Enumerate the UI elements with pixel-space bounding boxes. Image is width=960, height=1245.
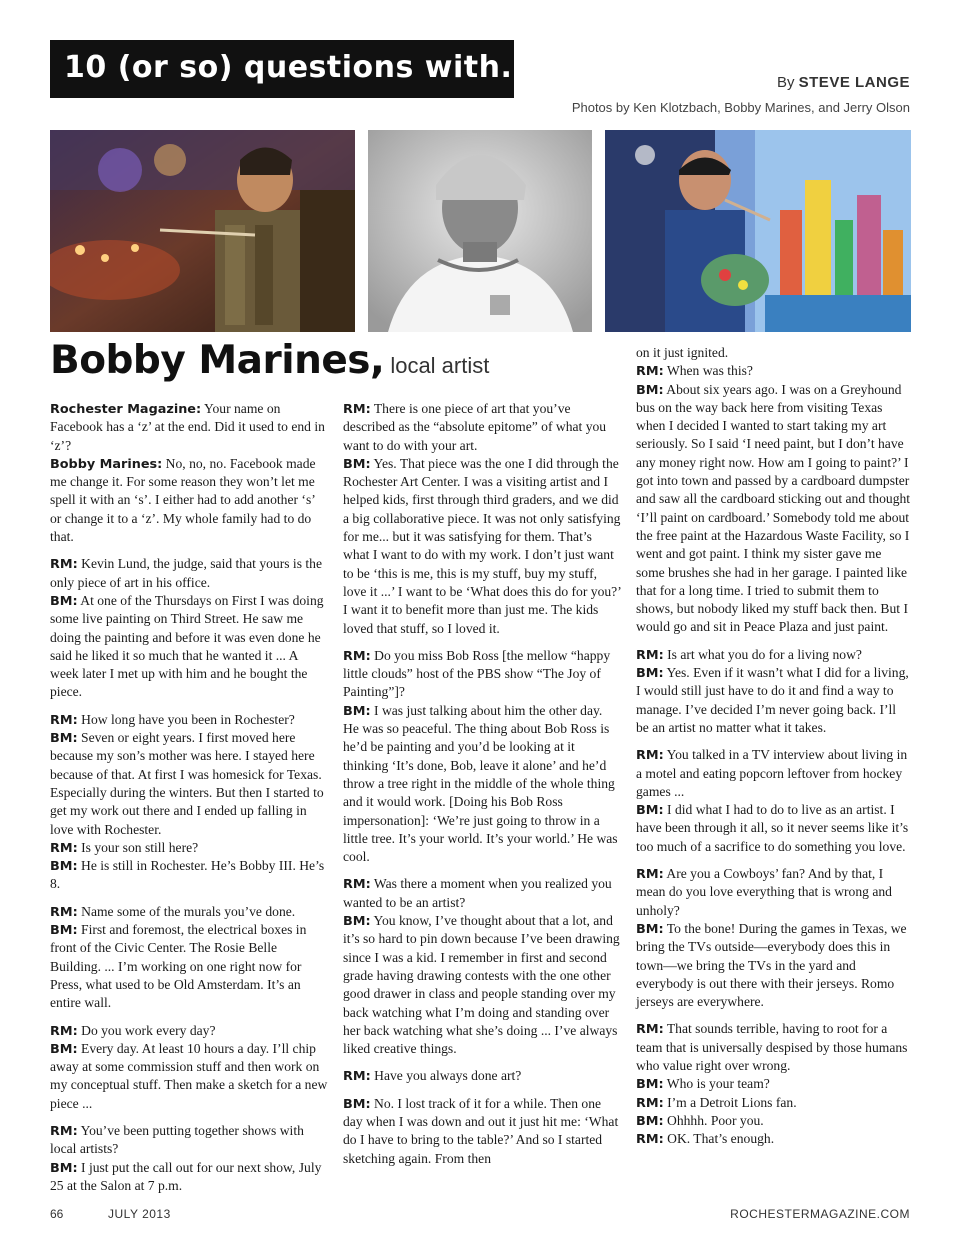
speaker-label: BM: <box>343 914 371 930</box>
speaker-label: BM: <box>343 456 371 472</box>
speaker-label: BM: <box>636 666 664 682</box>
qa-paragraph <box>636 646 912 737</box>
qa-text: To the bone! During the games in Texas, we bring the TVs outside—everybody does this in town—we bring the TVs in the yard and everybody is out there with their jerseys. Romo jerseys are everywhere. <box>636 920 907 1010</box>
speaker-label: BM: <box>50 859 78 875</box>
speaker-label: BM: <box>50 731 78 747</box>
headline-name: Bobby Marines, <box>50 338 385 383</box>
speaker-label: BM: <box>343 703 371 719</box>
qa-text: I just put the call out for our next show, July 25 at the Salon at 7 p.m. <box>50 1159 322 1193</box>
qa-text: That sounds terrible, having to root for a team that is universally despised by those humans who value right over wrong. <box>636 1021 908 1073</box>
qa-text: on it just ignited. <box>636 345 729 360</box>
qa-paragraph <box>50 903 328 1013</box>
speaker-label: RM: <box>50 557 78 573</box>
page-number: 66 <box>50 1207 64 1221</box>
qa-text: Kevin Lund, the judge, said that yours is the only piece of art in his office. <box>50 556 322 590</box>
speaker-label: BM: <box>343 1096 371 1112</box>
qa-paragraph <box>50 555 328 701</box>
banner-title: 10 (or so) questions with... <box>64 50 537 85</box>
qa-text: Are you a Cowboys’ fan? And by that, I mean do you love everything that is wrong and unholy? <box>636 866 892 918</box>
qa-text: Your name on Facebook has a ‘z’ at the end. Did it used to end in ‘z’? <box>50 401 325 453</box>
photo-mural-painting <box>605 130 911 332</box>
qa-paragraph <box>636 865 912 1011</box>
byline <box>777 74 910 91</box>
qa-text: OK. That’s enough. <box>667 1131 775 1147</box>
qa-text: Do you work every day? <box>81 1022 216 1038</box>
speaker-label: BM: <box>50 593 78 609</box>
qa-text: Every day. At least 10 hours a day. I’ll chip away at some commission stuff and then work on my conceptual stuff. Then make a sketch for a new piece ... <box>50 1040 328 1111</box>
speaker-label: RM: <box>636 748 664 764</box>
speaker-label: RM: <box>636 1095 664 1111</box>
qa-paragraph <box>343 1067 621 1085</box>
qa-text: Is your son still here? <box>81 839 199 855</box>
qa-text: There is one piece of art that you’ve described as the “absolute epitome” of what you want to do with your art. <box>343 401 607 453</box>
qa-paragraph <box>343 1095 621 1168</box>
section-banner <box>50 40 537 98</box>
speaker-label: BM: <box>636 1077 664 1093</box>
qa-paragraph <box>636 1020 912 1148</box>
speaker-label: BM: <box>636 1113 664 1129</box>
text-column-2 <box>343 400 621 1177</box>
qa-paragraph <box>636 746 912 856</box>
qa-text: I’m a Detroit Lions fan. <box>667 1094 797 1110</box>
qa-text: Name some of the murals you’ve done. <box>81 903 296 919</box>
speaker-label: RM: <box>50 904 78 920</box>
speaker-label: RM: <box>636 364 664 380</box>
qa-paragraph <box>50 1122 328 1195</box>
speaker-label: RM: <box>636 1132 664 1148</box>
speaker-label: BM: <box>50 923 78 939</box>
speaker-label: BM: <box>636 382 664 398</box>
headline-role: local artist <box>390 353 490 378</box>
qa-text: Have you always done art? <box>374 1068 522 1084</box>
qa-paragraph <box>50 1022 328 1113</box>
qa-text: No, no, no. Facebook made me change it. For some reason they won’t let me spell it with an ‘s’. I either had to add another ‘s’ or change it to a ‘z’. My whole family had to do that. <box>50 455 316 545</box>
qa-text: I was just talking about him the other day. He was so peaceful. The thing about Bob Ross is he’d be painting and you’d be looking at it thinking ‘It’s done, Bob, leave it alone’ and he’d throw a tree right in the middle of the whole thing and it would work. [Doing his Bob Ross impersonation]: ‘We’re just going to throw in a little tree. It’s your world. It’s your world.’ He was cool. <box>343 702 618 865</box>
qa-text: You talked in a TV interview about living in a motel and eating popcorn leftover from hockey games ... <box>636 747 908 799</box>
qa-text: Yes. That piece was the one I did through the Rochester Art Center. I was a visiting artist and I helped kids, first through third graders, and we did a big collaborative piece. It was not only satisfying for me... but it was satisfying for them. That’s what I want to do with my work. I don’t just want to be ‘this is me, this is my stuff, buy my stuff, love it ...’ I want to be ‘What does this do for you?’ I want it to benefit more than just me. The kids loved that stuff, so I loved it. <box>343 455 621 636</box>
speaker-label: BM: <box>50 1041 78 1057</box>
qa-text: Who is your team? <box>666 1076 770 1092</box>
qa-paragraph <box>50 400 328 546</box>
speaker-label: RM: <box>343 402 371 417</box>
qa-paragraph <box>343 647 621 867</box>
speaker-label: BM: <box>636 921 664 937</box>
magazine-website: ROCHESTERMAGAZINE.COM <box>730 1207 910 1221</box>
qa-text: At one of the Thursdays on First I was doing some live painting on Third Street. He saw me doing the painting and before it was even done he said he liked it so much that he wanted it ... A week later I met up with him and he bought the piece. <box>50 592 324 700</box>
photo-event-painting <box>50 130 355 332</box>
speaker-label: Rochester Magazine: <box>50 402 202 417</box>
speaker-label: Bobby Marines: <box>50 456 163 472</box>
qa-text: Yes. Even if it wasn’t what I did for a living, I would still just have to do it and find a way to manage. I’ve decided I’m never going back. I’ll be an artist no matter what it takes. <box>636 665 909 735</box>
speaker-label: RM: <box>636 647 664 663</box>
speaker-label: RM: <box>636 867 664 883</box>
qa-paragraph <box>636 344 912 637</box>
qa-text: Ohhhh. Poor you. <box>667 1112 764 1128</box>
qa-text: You’ve been putting together shows with local artists? <box>50 1122 304 1157</box>
qa-text: Do you miss Bob Ross [the mellow “happy little clouds” host of the PBS show “The Joy of Painting”]? <box>343 647 611 700</box>
qa-text: First and foremost, the electrical boxes in front of the Civic Center. The Rosie Belle Building. ... I’m working on one right now for Press, what used to be Old Amsterdam. It’s an entire wall. <box>50 922 307 1011</box>
qa-text: Is art what you do for a living now? <box>667 646 862 662</box>
text-column-3 <box>636 344 912 1157</box>
qa-text: No. I lost track of it for a while. Then one day when I was down and out it just hit me: ‘What do I have to bring to the table?’ And so I started sketching again. From then <box>343 1095 619 1166</box>
speaker-label: RM: <box>636 1022 664 1038</box>
photo-credits: Photos by Ken Klotzbach, Bobby Marines, and Jerry Olson <box>571 100 910 115</box>
byline-author: STEVE LANGE <box>798 74 910 91</box>
qa-text: I did what I had to do to live as an artist. I have been through it all, so it never seems like it’s too much of a sacrifice to do something you love. <box>636 802 909 854</box>
speaker-label: RM: <box>343 877 371 893</box>
speaker-label: RM: <box>50 1123 78 1139</box>
qa-text: Seven or eight years. I first moved here because my son’s mother was here. I stayed here because of that. At first I was homesick for Texas. Especially during the winters. But then I started to get my work out there and I ended up falling in love with Rochester. <box>50 730 324 837</box>
article-headline <box>50 338 489 383</box>
speaker-label: RM: <box>343 648 371 664</box>
issue-date: JULY 2013 <box>108 1207 171 1221</box>
qa-paragraph <box>50 711 328 894</box>
qa-text: Was there a moment when you realized you wanted to be an artist? <box>343 876 612 910</box>
speaker-label: RM: <box>50 712 78 728</box>
speaker-label: BM: <box>50 1160 78 1176</box>
qa-text: How long have you been in Rochester? <box>81 711 295 727</box>
speaker-label: RM: <box>343 1069 371 1085</box>
text-column-1 <box>50 400 328 1204</box>
speaker-label: RM: <box>50 840 78 856</box>
qa-paragraph <box>343 875 621 1058</box>
qa-paragraph <box>343 400 621 638</box>
speaker-label: RM: <box>50 1023 78 1039</box>
qa-text: You know, I’ve thought about that a lot, and it’s so hard to pin down because I’ve been drawing since I was a kid. I remember in first and second grade having drawing contests with the one other good drawer in class and people standing over my back watching what I’m doing and standing over her back watching what she’s doing ... I’ve always liked creative things. <box>343 913 620 1057</box>
speaker-label: BM: <box>636 803 664 819</box>
photo-portrait <box>368 130 592 332</box>
qa-text: He is still in Rochester. He’s Bobby III. He’s 8. <box>50 858 325 892</box>
byline-prefix: By <box>776 74 795 91</box>
qa-text: When was this? <box>666 363 753 379</box>
qa-text: About six years ago. I was on a Greyhound bus on the way back here from visiting Texas when I decided I wanted to start taking my art seriously. So I said ‘I need paint, but I don’t have any money right now. How am I going to paint?’ I got into town and passed by a cardboard dumpster and saw all the cardboard sticking out and thought ‘I’ll paint on cardboard.’ Somebody told me about the free paint at the Hazardous Waste Facility, so I went and got paint. I think my sister gave me some brushes she had in her garage. I painted like that for a long time. I tried to submit them to shows, but nobody liked my stuff back then. But I would go and sit in Peace Plaza and just paint. <box>636 381 911 635</box>
